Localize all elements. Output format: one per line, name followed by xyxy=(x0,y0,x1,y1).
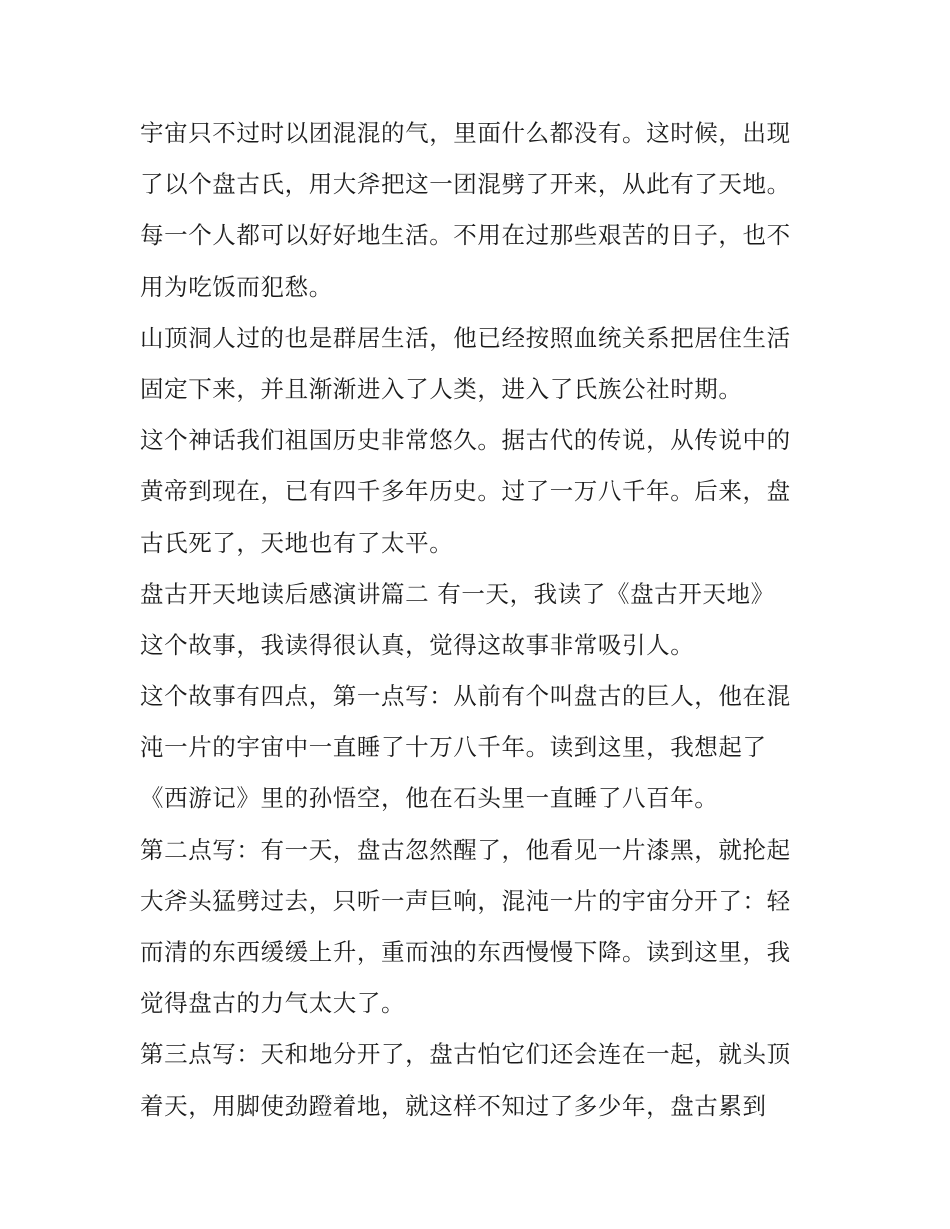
text-line-11: 这个故事，我读得很认真，觉得这故事非常吸引人。 xyxy=(140,630,695,659)
body-text xyxy=(140,108,820,1132)
text-line-18: 觉得盘古的力气太大了。 xyxy=(140,989,406,1018)
text-line-13: 沌一片的宇宙中一直睡了十万八千年。读到这里，我想起了 xyxy=(140,733,767,762)
text-line-10: 盘古开天地读后感演讲篇二 有一天，我读了《盘古开天地》 xyxy=(140,579,775,608)
text-line-19: 第三点写：天和地分开了，盘古怕它们还会连在一起，就头顶 xyxy=(140,1040,791,1069)
text-line-5: 山顶洞人过的也是群居生活，他已经按照血统关系把居住生活 xyxy=(140,323,791,352)
text-line-1: 宇宙只不过时以团混混的气，里面什么都没有。这时候，出现 xyxy=(140,119,791,147)
text-line-16: 大斧头猛劈过去，只听一声巨响，混沌一片的宇宙分开了：轻 xyxy=(140,886,791,915)
text-line-9: 古氏死了，天地也有了太平。 xyxy=(140,528,454,557)
text-line-6: 固定下来，并且渐渐进入了人类，进入了氏族公社时期。 xyxy=(140,374,743,403)
text-line-14: 《西游记》里的孙悟空，他在石头里一直睡了八百年。 xyxy=(140,784,719,813)
text-line-3: 每一个人都可以好好地生活。不用在过那些艰苦的日子，也不 xyxy=(140,221,791,250)
text-line-4: 用为吃饭而犯愁。 xyxy=(140,272,333,301)
text-line-20: 着天，用脚使劲蹬着地，就这样不知过了多少年，盘古累到 xyxy=(140,1091,767,1120)
text-line-7: 这个神话我们祖国历史非常悠久。据古代的传说，从传说中的 xyxy=(140,426,791,455)
text-line-8: 黄帝到现在，已有四千多年历史。过了一万八千年。后来，盘 xyxy=(140,477,791,506)
text-line-2: 了以个盘古氏，用大斧把这一团混劈了开来，从此有了天地。 xyxy=(140,170,791,199)
text-line-17: 而清的东西缓缓上升，重而浊的东西慢慢下降。读到这里，我 xyxy=(140,938,791,966)
text-line-15: 第二点写：有一天，盘古忽然醒了，他看见一片漆黑，就抡起 xyxy=(140,835,791,864)
text-line-12: 这个故事有四点，第一点写：从前有个叫盘古的巨人，他在混 xyxy=(140,682,791,711)
